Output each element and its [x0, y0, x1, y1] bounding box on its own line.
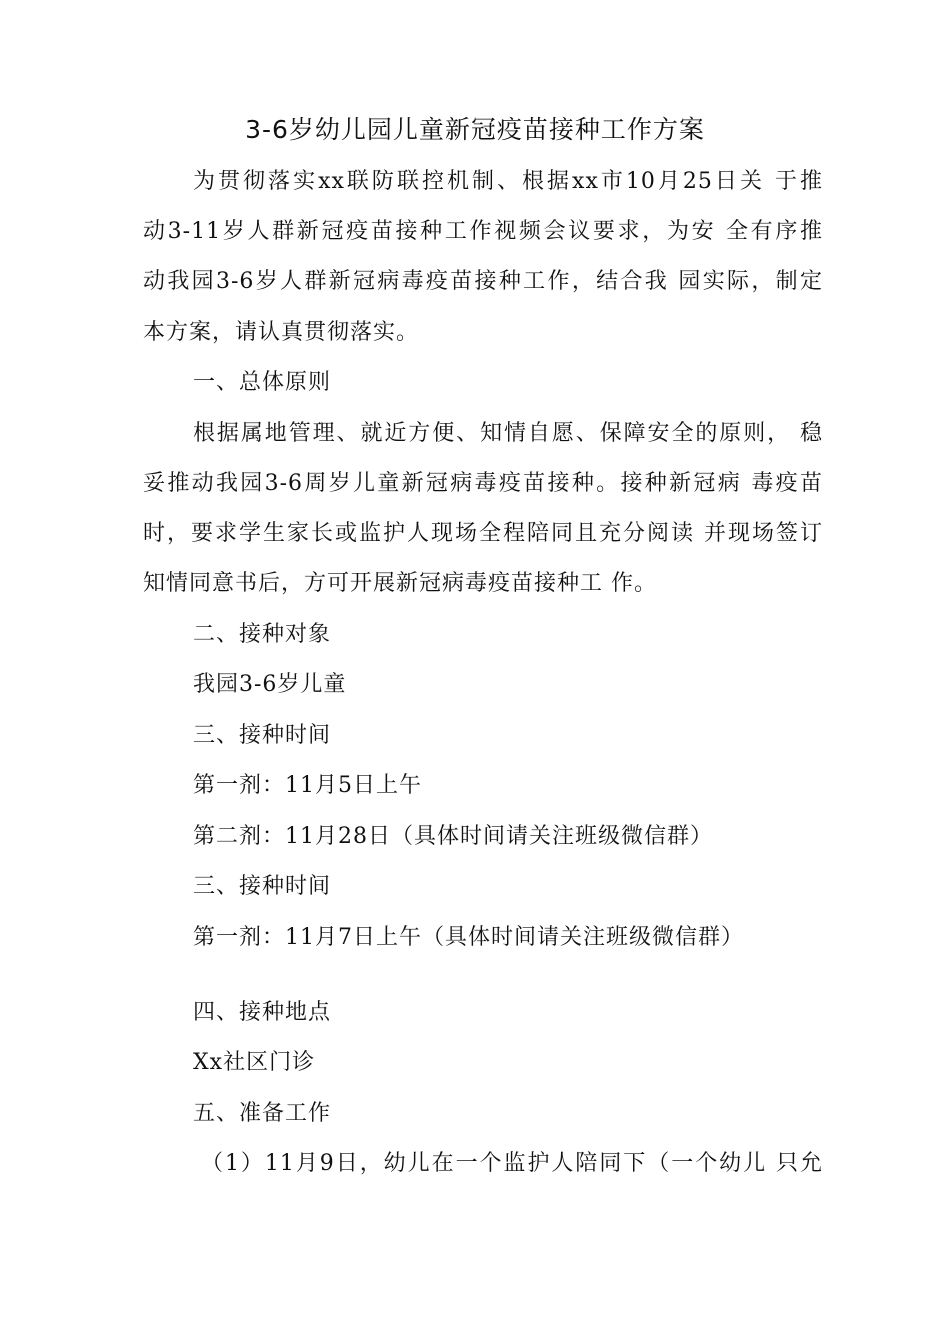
- intro-line-1: 为贯彻落实xx联防联控机制、根据xx市10月25日关 于推: [193, 169, 823, 194]
- section-heading-time-repeat: 三、接种时间: [193, 874, 332, 899]
- time-dose-2: 第二剂：11月28日（具体时间请关注班级微信群）: [193, 824, 713, 849]
- time-repeat-dose-1: 第一剂：11月7日上午（具体时间请关注班级微信群）: [193, 925, 744, 950]
- section-heading-location: 四、接种地点: [193, 1000, 332, 1025]
- document-title: 3-6岁幼儿园儿童新冠疫苗接种工作方案: [245, 115, 705, 144]
- intro-line-3: 动我园3-6岁人群新冠病毒疫苗接种工作，结合我 园实际，制定: [143, 269, 823, 294]
- principles-line-1: 根据属地管理、就近方便、知情自愿、保障安全的原则， 稳: [193, 421, 823, 446]
- location-content: Xx社区门诊: [193, 1050, 316, 1075]
- intro-line-2: 动3-11岁人群新冠疫苗接种工作视频会议要求，为安 全有序推: [143, 219, 823, 244]
- intro-line-4: 本方案，请认真贯彻落实。: [143, 320, 420, 345]
- section-heading-target: 二、接种对象: [193, 622, 332, 647]
- target-content: 我园3-6岁儿童: [193, 672, 347, 697]
- section-heading-time: 三、接种时间: [193, 723, 332, 748]
- preparation-item-1: （1）11月9日，幼儿在一个监护人陪同下（一个幼儿 只允: [201, 1151, 823, 1176]
- principles-line-3: 时，要求学生家长或监护人现场全程陪同且充分阅读 并现场签订: [143, 521, 823, 546]
- principles-line-4: 知情同意书后，方可开展新冠病毒疫苗接种工 作。: [143, 571, 657, 596]
- section-heading-preparation: 五、准备工作: [193, 1101, 332, 1126]
- time-dose-1: 第一剂：11月5日上午: [193, 773, 422, 798]
- principles-line-2: 妥推动我园3-6周岁儿童新冠病毒疫苗接种。接种新冠病 毒疫苗: [143, 471, 823, 496]
- section-heading-principles: 一、总体原则: [193, 370, 332, 395]
